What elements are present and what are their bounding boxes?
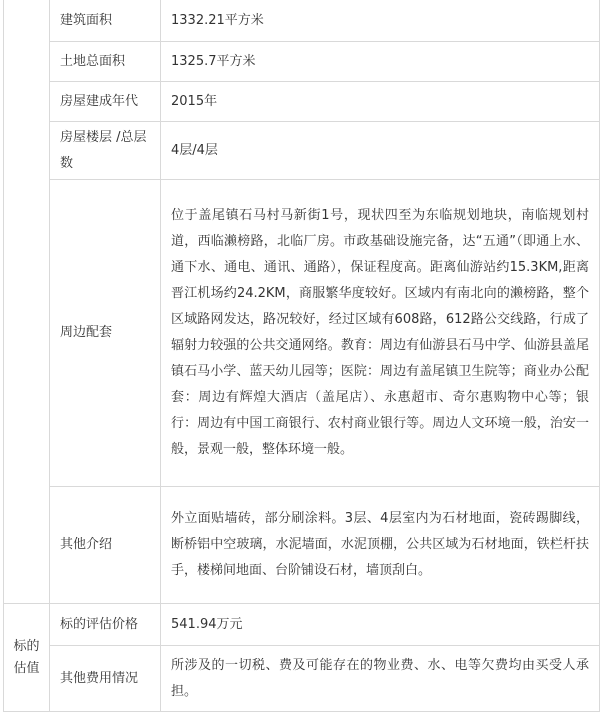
- property-info-table: [3, 0, 600, 712]
- section-label-valuation: 标的估值: [4, 604, 50, 712]
- row-label: 房屋楼层 /总层数: [50, 122, 161, 180]
- row-value: 1325.7平方米: [161, 42, 600, 82]
- other-intro-text: 外立面贴墙砖，部分刷涂料。3层、4层室内为石材地面，瓷砖踢脚线，断桥铝中空玻璃，水泥墙面，水泥顶棚，公共区域为石材地面，铁栏杆扶手，楼梯间地面、台阶铺设石材，墙顶刮白。: [171, 511, 589, 578]
- table-row: [4, 82, 600, 122]
- table-row: [4, 646, 600, 712]
- table-row: [4, 487, 600, 604]
- row-value: [161, 646, 600, 712]
- other-fees-text: 所涉及的一切税、费及可能存在的物业费、水、电等欠费均由买受人承担。: [171, 657, 589, 699]
- section-cell-empty: [4, 0, 50, 604]
- table-row: [4, 604, 600, 646]
- row-label: 周边配套: [50, 180, 161, 487]
- row-value: 2015年: [161, 82, 600, 122]
- table-row: [4, 42, 600, 82]
- row-label: 建筑面积: [50, 0, 161, 42]
- table-row: [4, 0, 600, 42]
- row-value: 541.94万元: [161, 604, 600, 646]
- row-label: 其他介绍: [50, 487, 161, 604]
- row-label: 房屋建成年代: [50, 82, 161, 122]
- table-row: [4, 122, 600, 180]
- table-row: [4, 180, 600, 487]
- row-value: 1332.21平方米: [161, 0, 600, 42]
- row-value: 4层/4层: [161, 122, 600, 180]
- row-label: 标的评估价格: [50, 604, 161, 646]
- row-label: 其他费用情况: [50, 646, 161, 712]
- surroundings-text: 位于盖尾镇石马村马新街1号，现状四至为东临规划地块，南临规划村道，西临濑榜路，北临厂房。市政基础设施完备，达“五通”（即通上水、通下水、通电、通讯、通路），保证程度高。距离仙游站约15.3KM,距离晋江机场约24.2KM，商服繁华度较好。区域内有南北向的濑榜路，整个区域路网发达，路况较好，经过区域有608路，612路公交线路，行成了辐射力较强的公共交通网络。教育：周边有仙游县石马中学、仙游县盖尾镇石马小学、蓝天幼儿园等；医院：周边有盖尾镇卫生院等；商业办公配套：周边有辉煌大酒店（盖尾店）、永惠超市、奇尔惠购物中心等；银行：周边有中国工商银行、农村商业银行等。周边人文环境一般，治安一般，景观一般，整体环境一般。: [171, 208, 589, 457]
- row-value-other: [161, 487, 600, 604]
- row-value-surroundings: [161, 180, 600, 487]
- row-label: 土地总面积: [50, 42, 161, 82]
